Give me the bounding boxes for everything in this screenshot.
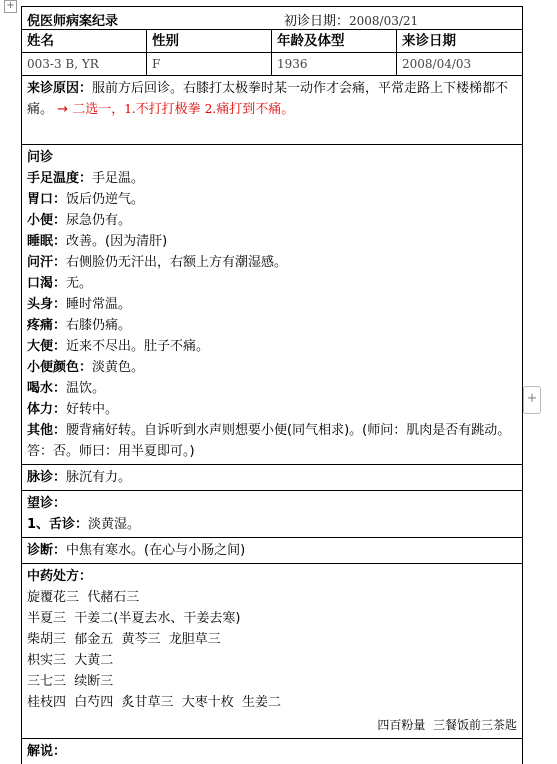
prescription-line: 半夏三 干姜二(半夏去水、干姜去寒) <box>27 611 241 626</box>
pulse-label: 脉诊： <box>27 470 67 485</box>
inquiry-text: 右侧脸仍无汗出，右额上方有潮湿感。 <box>66 255 288 270</box>
age-header: 年龄及体型 <box>272 30 397 52</box>
inquiry-item <box>27 357 517 378</box>
prescription-line: 桂枝四 白芍四 炙甘草三 大枣十枚 生姜二 <box>27 695 282 710</box>
reason-label: 来诊原因： <box>27 81 93 96</box>
first-visit-date: 2008/03/21 <box>349 14 419 28</box>
age-value: 1936 <box>272 53 397 75</box>
arrow-icon: → <box>57 102 69 117</box>
inquiry-text: 好转中。 <box>66 402 119 417</box>
observation-title: 望诊： <box>27 496 67 511</box>
inquiry-label: 问汗： <box>27 255 67 270</box>
prescription-line: 旋覆花三 代赭石三 <box>27 590 140 605</box>
record-title-row <box>22 7 522 30</box>
inquiry-text: 手足温。 <box>92 171 145 186</box>
prescription-line: 枳实三 大黄二 <box>27 653 114 668</box>
diagnosis-text: 中焦有寒水。(在心与小肠之间) <box>66 543 246 558</box>
add-column-icon[interactable]: + <box>523 386 541 414</box>
inquiry-text: 淡黄色。 <box>92 360 145 375</box>
pulse-text: 脉沉有力。 <box>66 470 132 485</box>
prescription-line: 柴胡三 郁金五 黄芩三 龙胆草三 <box>27 632 221 647</box>
inquiry-item <box>27 231 517 252</box>
inquiry-item <box>27 399 517 420</box>
first-visit <box>284 10 418 29</box>
diagnosis-label: 诊断： <box>27 543 67 558</box>
inquiry-text: 睡时常温。 <box>66 297 132 312</box>
inquiry-label: 头身： <box>27 297 67 312</box>
inquiry-text: 无。 <box>66 276 93 291</box>
inquiry-label: 喝水： <box>27 381 67 396</box>
tongue-text: 淡黄湿。 <box>88 517 141 532</box>
inquiry-text: 腰背痛好转。自诉听到水声则想要小便(同气相求)。(师问：肌肉是否有跳动。答：否。师曰：用半夏即可。) <box>27 423 511 459</box>
inquiry-item <box>27 189 517 210</box>
inquiry-title: 问诊 <box>27 150 54 165</box>
inquiry-text: 尿急仍有。 <box>66 213 132 228</box>
name-header: 姓名 <box>22 30 147 52</box>
reason-note-prefix: 二选一， <box>68 102 125 117</box>
prescription-line: 三七三 续断三 <box>27 674 114 689</box>
explanation-section <box>22 739 522 764</box>
gender-value: F <box>147 53 272 75</box>
record-title: 倪医师病案纪录 <box>27 14 119 29</box>
inquiry-item <box>27 336 517 357</box>
tongue-label: 1、舌诊： <box>27 517 89 532</box>
gender-header: 性别 <box>147 30 272 52</box>
medical-record-table <box>21 6 523 764</box>
inquiry-label: 小便： <box>27 213 67 228</box>
visit-date-header: 来诊日期 <box>402 33 456 49</box>
dosage-instructions: 四百粉量 三餐饭前三茶匙 <box>377 718 517 732</box>
inquiry-label: 体力： <box>27 402 67 417</box>
visit-date-value: 2008/04/03 <box>402 57 472 71</box>
inquiry-text: 饭后仍逆气。 <box>66 192 145 207</box>
inquiry-label: 手足温度： <box>27 171 93 186</box>
inquiry-item <box>27 210 517 231</box>
first-visit-label: 初诊日期： <box>284 14 350 29</box>
inquiry-label: 胃口： <box>27 192 67 207</box>
prescription-section <box>22 564 522 739</box>
inquiry-item <box>27 420 517 462</box>
prescription-title: 中药处方： <box>27 569 93 584</box>
inquiry-section <box>22 145 522 465</box>
info-value-row <box>22 53 522 76</box>
inquiry-item <box>27 168 517 189</box>
pulse-section <box>22 465 522 491</box>
inquiry-item <box>27 252 517 273</box>
inquiry-label: 疼痛： <box>27 318 67 333</box>
inquiry-label: 其他： <box>27 423 67 438</box>
observation-section <box>22 491 522 538</box>
name-value: 003-3 B, YR <box>22 53 147 75</box>
note-item-1: 不打打极拳 <box>135 102 205 117</box>
inquiry-item <box>27 273 517 294</box>
inquiry-label: 大便： <box>27 339 67 354</box>
inquiry-label: 口渴： <box>27 276 67 291</box>
inquiry-text: 温饮。 <box>66 381 106 396</box>
inquiry-item <box>27 378 517 399</box>
table-move-handle-icon[interactable]: + <box>4 0 17 13</box>
info-header-row <box>22 30 522 53</box>
inquiry-item <box>27 315 517 336</box>
inquiry-item <box>27 294 517 315</box>
inquiry-text: 右膝仍痛。 <box>66 318 132 333</box>
inquiry-text: 改善。(因为清肝) <box>66 234 168 249</box>
note-number-1: 1. <box>124 102 136 116</box>
note-number-2: 2. <box>204 102 217 116</box>
explanation-label: 解说： <box>27 744 67 759</box>
inquiry-text: 近来不尽出。肚子不痛。 <box>66 339 210 354</box>
inquiry-label: 睡眠： <box>27 234 67 249</box>
inquiry-label: 小便颜色： <box>27 360 93 375</box>
visit-reason-section <box>22 76 522 145</box>
diagnosis-section <box>22 538 522 564</box>
note-item-2: 痛打到不痛。 <box>216 102 295 117</box>
reason-text: 服前方后回诊。右膝打太极拳时某一动作才会痛，平常走路上下楼梯都不痛。 <box>27 81 509 117</box>
